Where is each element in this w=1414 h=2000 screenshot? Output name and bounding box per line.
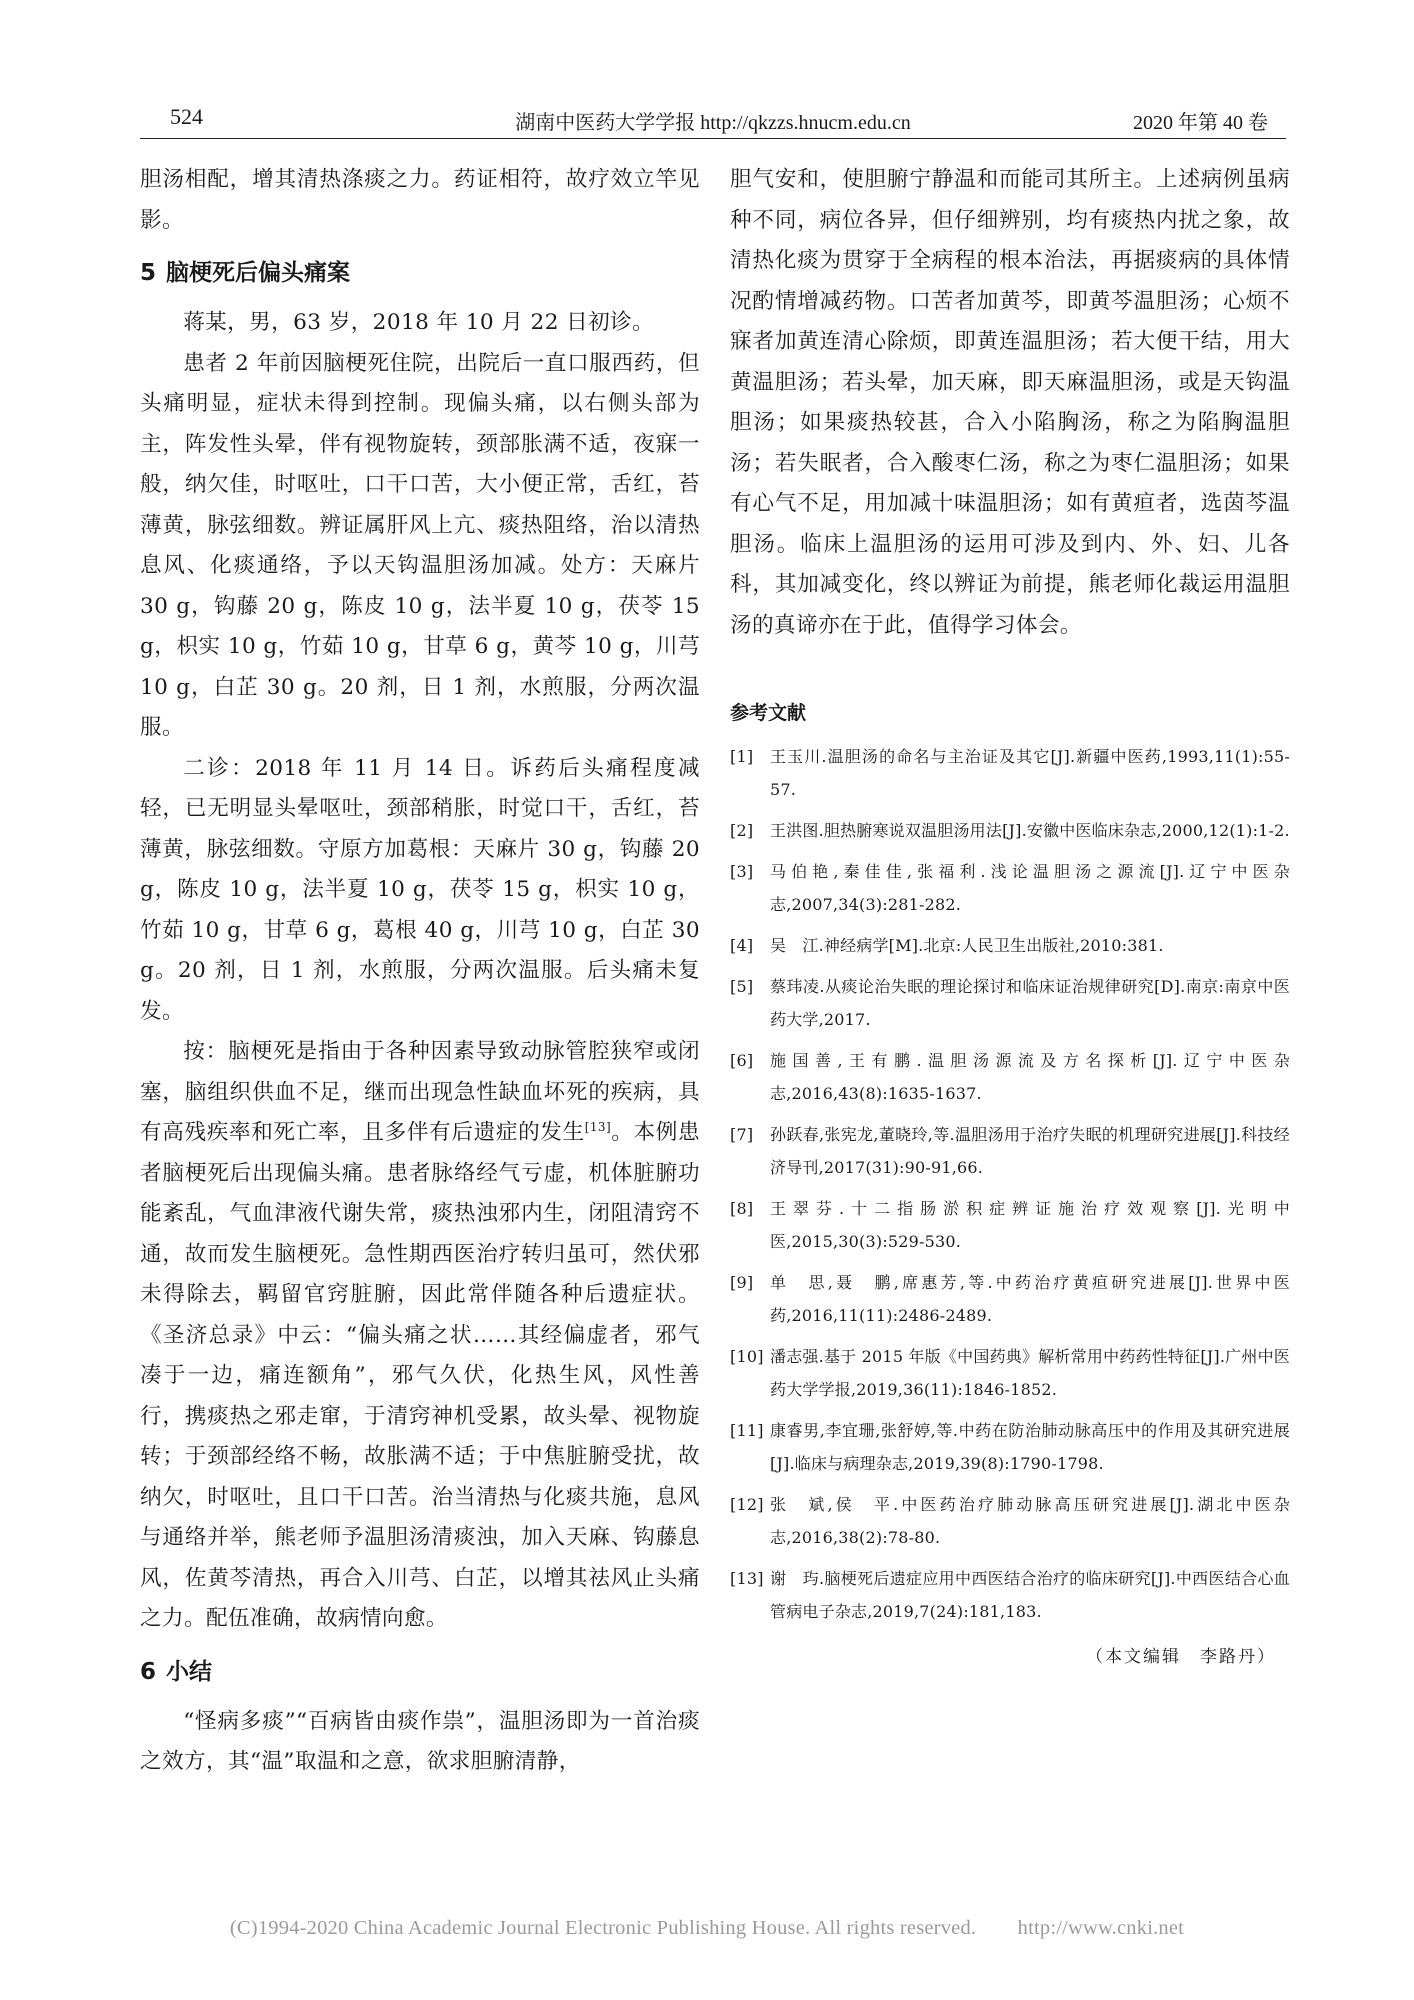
section-title: 小结: [166, 1658, 213, 1685]
reference-item: [730, 1562, 1290, 1628]
reference-number: [2]: [730, 821, 754, 840]
reference-item: [730, 1044, 1290, 1110]
reference-number: [8]: [730, 1199, 754, 1218]
reference-item: [730, 1266, 1290, 1332]
reference-number: [10]: [730, 1347, 764, 1366]
commentary-text-a: 按：脑梗死是指由于各种因素导致动脉管腔狭窄或闭塞，脑组织供血不足，继而出现急性缺血坏死的疾病，具有高残疾率和死亡率，且多伴有后遗症的发生: [140, 1039, 700, 1145]
reference-text: 吴 江.神经病学[M].北京:人民卫生出版社,2010:381.: [770, 936, 1164, 955]
citation-link[interactable]: [13]: [584, 1119, 612, 1134]
reference-text: 谢 玙.脑梗死后遗症应用中西医结合治疗的临床研究[J].中西医结合心血管病电子杂志,2019,7(24):181,183.: [770, 1569, 1290, 1621]
reference-number: [12]: [730, 1495, 764, 1514]
reference-text: 王洪图.胆热腑寒说双温胆汤用法[J].安徽中医临床杂志,2000,12(1):1-2.: [770, 821, 1290, 840]
reference-text: 单 思,聂 鹏,席惠芳,等.中药治疗黄疸研究进展[J].世界中医药,2016,11(11):2486-2489.: [770, 1273, 1290, 1325]
commentary: [140, 1032, 700, 1640]
second-visit: 二诊：2018 年 11 月 14 日。诉药后头痛程度减轻，已无明显头晕呕吐，颈部稍胀，时觉口干，舌红，苔薄黄，脉弦细数。守原方加葛根：天麻片 30 g，钩藤 20 g，陈皮 10 g，法半夏 10 g，茯苓 15 g，枳实 10 g，竹茹 10 g，甘草 6 g，葛根 40 g，川芎 10 g，白芷 30 g。20 剂，日 1 剂，水煎服，分两次温服。后头痛未复发。: [140, 755, 700, 1024]
section-number: 5: [140, 260, 157, 286]
reference-item: [730, 740, 1290, 806]
reference-text: 潘志强.基于 2015 年版《中国药典》解析常用中药药性特征[J].广州中医药大学学报,2019,36(11):1846-1852.: [770, 1347, 1290, 1399]
right-column: [730, 160, 1290, 1667]
left-column: [140, 160, 700, 1783]
section-5-heading: [140, 253, 700, 293]
section-title: 脑梗死后偏头痛案: [166, 260, 351, 286]
reference-item: [730, 1340, 1290, 1406]
reference-text: 孙跃春,张宪龙,董晓玲,等.温胆汤用于治疗失眠的机理研究进展[J].科技经济导刊,2017(31):90-91,66.: [770, 1125, 1290, 1177]
case-history: 患者 2 年前因脑梗死住院，出院后一直口服西药，但头痛明显，症状未得到控制。现偏头痛，以右侧头部为主，阵发性头晕，伴有视物旋转，颈部胀满不适，夜寐一般，纳欠佳，时呕吐，口干口苦，大小便正常，舌红，苔薄黄，脉弦细数。辨证属肝风上亢、痰热阻络，治以清热息风、化痰通络，予以天钩温胆汤加减。处方：天麻片 30 g，钩藤 20 g，陈皮 10 g，法半夏 10 g，茯苓 15 g，枳实 10 g，竹茹 10 g，甘草 6 g，黄芩 10 g，川芎 10 g，白芷 30 g。20 剂，日 1 剂，水煎服，分两次温服。: [140, 350, 700, 740]
reference-item: [730, 1118, 1290, 1184]
references-list: [730, 740, 1290, 1628]
reference-number: [5]: [730, 977, 754, 996]
page-number: 524: [170, 104, 203, 129]
reference-item: [730, 814, 1290, 847]
editor-credit: （本文编辑 李路丹）: [1086, 1647, 1276, 1667]
reference-item: [730, 970, 1290, 1036]
reference-text: 王玉川.温胆汤的命名与主治证及其它[J].新疆中医药,1993,11(1):55-57.: [770, 747, 1290, 799]
journal-title: 湖南中医药大学学报 http://qkzzs.hnucm.edu.cn: [515, 112, 911, 134]
reference-text: 王翠芬.十二指肠淤积症辨证施治疗效观察[J].光明中医,2015,30(3):529-530.: [770, 1199, 1290, 1251]
section-number: 6: [140, 1658, 157, 1685]
summary-paragraph-end: 胆气安和，使胆腑宁静温和而能司其所主。上述病例虽病种不同，病位各异，但仔细辨别，均有痰热内扰之象，故清热化痰为贯穿于全病程的根本治法，再据痰病的具体情况酌情增减药物。口苦者加黄芩，即黄芩温胆汤；心烦不寐者加黄连清心除烦，即黄连温胆汤；若大便干结，用大黄温胆汤；若头晕，加天麻，即天麻温胆汤，或是天钩温胆汤；如果痰热较甚，合入小陷胸汤，称之为陷胸温胆汤；若失眠者，合入酸枣仁汤，称之为枣仁温胆汤；如果有心气不足，用加减十味温胆汤；如有黄疸者，选茵芩温胆汤。临床上温胆汤的运用可涉及到内、外、妇、儿各科，其加减变化，终以辨证为前提，熊老师化裁运用温胆汤的真谛亦在于此，值得学习体会。: [730, 167, 1290, 638]
reference-number: [6]: [730, 1051, 754, 1070]
case-intro: 蒋某，男，63 岁，2018 年 10 月 22 日初诊。: [183, 310, 655, 335]
reference-number: [9]: [730, 1273, 754, 1292]
commentary-text-b: 。本例患者脑梗死后出现偏头痛。患者脉络经气亏虚，机体脏腑功能紊乱，气血津液代谢失常，痰热浊邪内生，闭阻清窍不通，故而发生脑梗死。急性期西医治疗转归虽可，然伏邪未得除去，羁留官窍脏腑，因此常伴随各种后遗症状。《圣济总录》中云：“偏头痛之状……其经偏虚者，邪气凑于一边，痛连额角”，邪气久伏，化热生风，风性善行，携痰热之邪走窜，于清窍神机受累，故头晕、视物旋转；于颈部经络不畅，故胀满不适；于中焦脏腑受扰，故纳欠，时呕吐，且口干口苦。治当清热与化痰共施，息风与通络并举，熊老师予温胆汤清痰浊，加入天麻、钩藤息风，佐黄芩清热，再合入川芎、白芷，以增其祛风止头痛之力。配伍准确，故病情向愈。: [140, 1120, 700, 1631]
reference-text: 康睿男,李宜珊,张舒婷,等.中药在防治肺动脉高压中的作用及其研究进展[J].临床与病理杂志,2019,39(8):1790-1798.: [770, 1421, 1290, 1473]
reference-number: [7]: [730, 1125, 754, 1144]
volume-info: 2020 年第 40 卷: [1133, 112, 1268, 134]
reference-number: [3]: [730, 862, 754, 881]
copyright-footer: (C)1994-2020 China Academic Journal Electronic Publishing House. All rights reserved. http://www.cnki.net: [229, 1917, 1185, 1939]
section-6-heading: [140, 1652, 700, 1692]
reference-text: 蔡玮凌.从痰论治失眠的理论探讨和临床证治规律研究[D].南京:南京中医药大学,2017.: [770, 977, 1290, 1029]
reference-item: [730, 1192, 1290, 1258]
reference-text: 张 斌,侯 平.中医药治疗肺动脉高压研究进展[J].湖北中医杂志,2016,38(2):78-80.: [770, 1495, 1290, 1547]
reference-item: [730, 929, 1290, 962]
reference-item: [730, 1488, 1290, 1554]
reference-text: 施国善,王有鹏.温胆汤源流及方名探析[J].辽宁中医杂志,2016,43(8):1635-1637.: [770, 1051, 1290, 1103]
running-header: [140, 104, 1286, 139]
summary-paragraph-start: “怪病多痰”“百病皆由痰作祟”，温胆汤即为一首治痰之效方，其“温”取温和之意，欲求胆腑清静，: [140, 1708, 700, 1774]
reference-number: [1]: [730, 747, 754, 766]
reference-item: [730, 855, 1290, 921]
references-heading: 参考文献: [730, 702, 807, 724]
reference-item: [730, 1414, 1290, 1480]
continuation-paragraph: 胆汤相配，增其清热涤痰之力。药证相符，故疗效立竿见影。: [140, 167, 700, 233]
reference-number: [11]: [730, 1421, 764, 1440]
reference-number: [13]: [730, 1569, 764, 1588]
reference-text: 马伯艳,秦佳佳,张福利.浅论温胆汤之源流[J].辽宁中医杂志,2007,34(3):281-282.: [770, 862, 1290, 914]
reference-number: [4]: [730, 936, 754, 955]
